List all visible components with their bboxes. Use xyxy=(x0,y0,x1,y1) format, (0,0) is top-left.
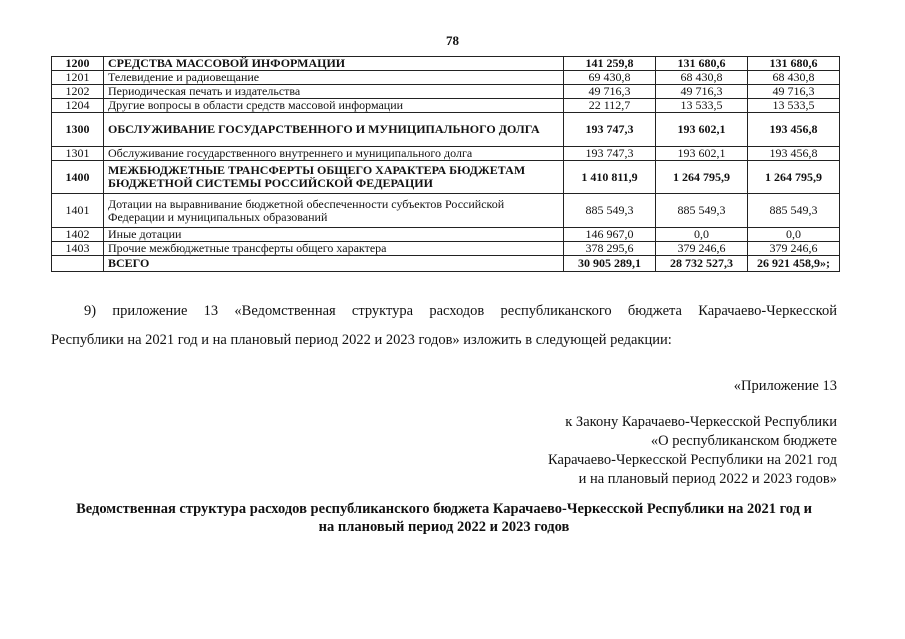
paragraph-line-1: 9) приложение 13 «Ведомственная структура расходов республиканского бюджета Карачаево-Черкесской xyxy=(84,303,837,319)
row-name: ВСЕГО xyxy=(104,256,564,272)
row-name: Прочие межбюджетные трансферты общего характера xyxy=(104,242,564,256)
row-value-2022: 379 246,6 xyxy=(656,242,748,256)
table-row xyxy=(52,228,840,242)
appendix-basis-line: и на плановый период 2022 и 2023 годов» xyxy=(578,471,837,487)
row-value-2023: 193 456,8 xyxy=(748,147,840,161)
row-code: 1400 xyxy=(52,161,104,194)
table-row xyxy=(52,242,840,256)
row-value-2022: 68 430,8 xyxy=(656,71,748,85)
row-name: Обслуживание государственного внутреннего и муниципального долга xyxy=(104,147,564,161)
row-value-2021: 1 410 811,9 xyxy=(564,161,656,194)
row-code: 1202 xyxy=(52,85,104,99)
row-value-2021: 69 430,8 xyxy=(564,71,656,85)
row-code: 1300 xyxy=(52,113,104,147)
row-value-2022: 193 602,1 xyxy=(656,147,748,161)
row-value-2023: 68 430,8 xyxy=(748,71,840,85)
row-value-2021: 885 549,3 xyxy=(564,194,656,228)
row-value-2021: 22 112,7 xyxy=(564,99,656,113)
row-value-2022: 1 264 795,9 xyxy=(656,161,748,194)
row-name: МЕЖБЮДЖЕТНЫЕ ТРАНСФЕРТЫ ОБЩЕГО ХАРАКТЕРА БЮДЖЕТАМ БЮДЖЕТНОЙ СИСТЕМЫ РОССИЙСКОЙ ФЕДЕРАЦИИ xyxy=(104,161,564,194)
row-code: 1200 xyxy=(52,57,104,71)
row-value-2021: 378 295,6 xyxy=(564,242,656,256)
row-code: 1301 xyxy=(52,147,104,161)
row-value-2023: 131 680,6 xyxy=(748,57,840,71)
row-value-2021: 193 747,3 xyxy=(564,147,656,161)
row-name: Другие вопросы в области средств массовой информации xyxy=(104,99,564,113)
budget-table xyxy=(51,56,840,272)
row-value-2021: 146 967,0 xyxy=(564,228,656,242)
row-value-2023: 49 716,3 xyxy=(748,85,840,99)
row-value-2023: 379 246,6 xyxy=(748,242,840,256)
row-value-2023: 26 921 458,9»; xyxy=(748,256,840,272)
row-value-2023: 0,0 xyxy=(748,228,840,242)
table-row xyxy=(52,161,840,194)
row-code: 1402 xyxy=(52,228,104,242)
row-value-2022: 885 549,3 xyxy=(656,194,748,228)
row-name: Дотации на выравнивание бюджетной обеспеченности субъектов Российской Федерации и муниципальных образований xyxy=(104,194,564,228)
document-heading-line: на плановый период 2022 и 2023 годов xyxy=(318,519,570,535)
row-value-2023: 1 264 795,9 xyxy=(748,161,840,194)
row-value-2021: 141 259,8 xyxy=(564,57,656,71)
table-row xyxy=(52,113,840,147)
table-row xyxy=(52,99,840,113)
table-row xyxy=(52,71,840,85)
row-code: 1204 xyxy=(52,99,104,113)
table-row xyxy=(52,85,840,99)
row-value-2022: 28 732 527,3 xyxy=(656,256,748,272)
table-row xyxy=(52,256,840,272)
row-code: 1401 xyxy=(52,194,104,228)
row-value-2023: 885 549,3 xyxy=(748,194,840,228)
row-value-2023: 193 456,8 xyxy=(748,113,840,147)
appendix-title: «Приложение 13 xyxy=(733,378,837,394)
row-name: Иные дотации xyxy=(104,228,564,242)
budget-table-body xyxy=(52,57,840,272)
row-name: Периодическая печать и издательства xyxy=(104,85,564,99)
row-value-2022: 193 602,1 xyxy=(656,113,748,147)
row-value-2021: 49 716,3 xyxy=(564,85,656,99)
row-value-2022: 0,0 xyxy=(656,228,748,242)
table-row xyxy=(52,57,840,71)
page-number: 78 xyxy=(446,33,459,48)
appendix-basis xyxy=(548,413,837,489)
document-heading xyxy=(51,500,837,536)
appendix-basis-line: к Закону Карачаево-Черкесской Республики xyxy=(565,414,837,430)
appendix-basis-line: Карачаево-Черкесской Республики на 2021 год xyxy=(547,452,837,468)
row-code xyxy=(52,256,104,272)
row-value-2021: 193 747,3 xyxy=(564,113,656,147)
row-value-2021: 30 905 289,1 xyxy=(564,256,656,272)
row-value-2022: 49 716,3 xyxy=(656,85,748,99)
row-name: СРЕДСТВА МАССОВОЙ ИНФОРМАЦИИ xyxy=(104,57,564,71)
appendix-basis-line: «О республиканском бюджете xyxy=(650,433,837,449)
row-name: ОБСЛУЖИВАНИЕ ГОСУДАРСТВЕННОГО И МУНИЦИПАЛЬНОГО ДОЛГА xyxy=(104,113,564,147)
row-value-2022: 131 680,6 xyxy=(656,57,748,71)
row-name: Телевидение и радиовещание xyxy=(104,71,564,85)
row-code: 1201 xyxy=(52,71,104,85)
table-row xyxy=(52,147,840,161)
row-code: 1403 xyxy=(52,242,104,256)
paragraph-line-2: Республики на 2021 год и на плановый период 2022 и 2023 годов» изложить в следующей редакции: xyxy=(51,332,672,348)
row-value-2023: 13 533,5 xyxy=(748,99,840,113)
document-heading-line: Ведомственная структура расходов республиканского бюджета Карачаево-Черкесской Республики на 2021 год и xyxy=(76,501,812,517)
table-row xyxy=(52,194,840,228)
row-value-2022: 13 533,5 xyxy=(656,99,748,113)
